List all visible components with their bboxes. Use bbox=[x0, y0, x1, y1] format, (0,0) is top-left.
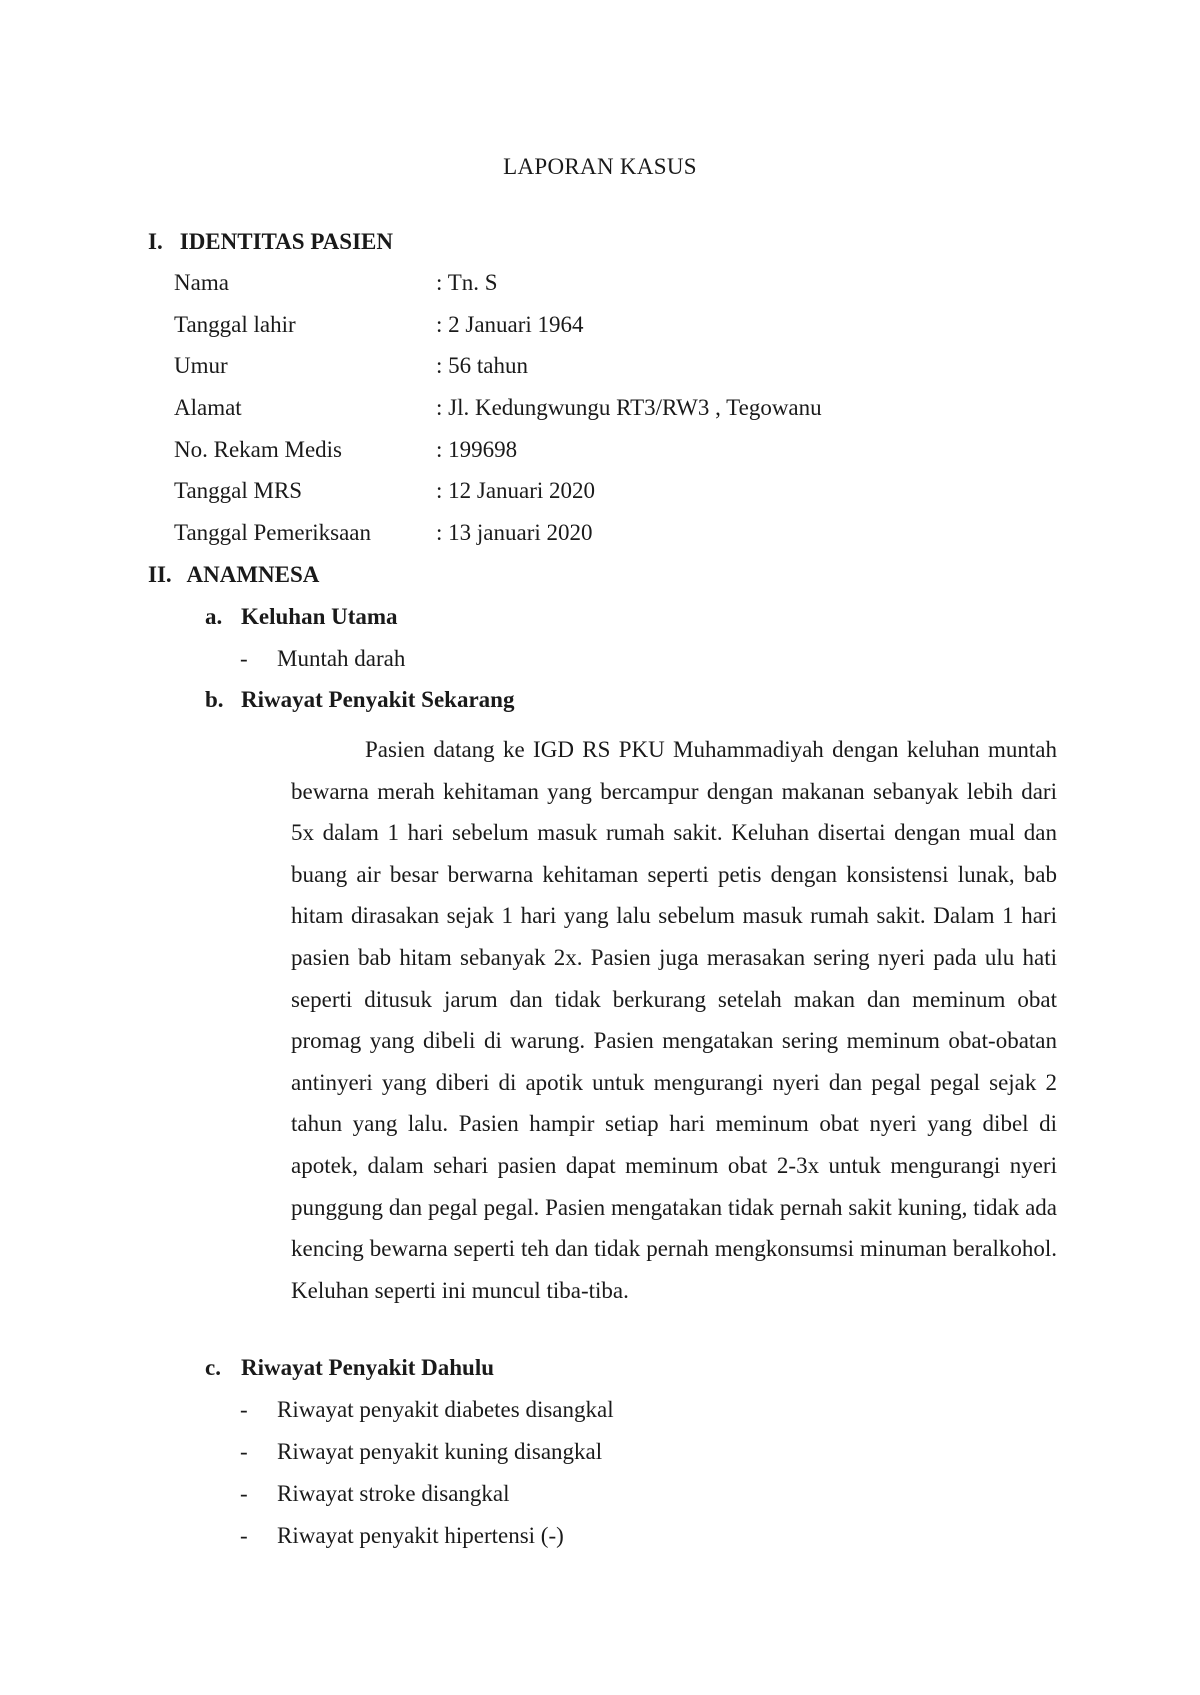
identity-value: : 2 Januari 1964 bbox=[436, 312, 584, 337]
identity-label: No. Rekam Medis bbox=[174, 437, 343, 462]
subsection-letter: a. bbox=[205, 604, 223, 629]
list-item: - Riwayat penyakit kuning disangkal bbox=[240, 1439, 603, 1464]
identity-value: : 199698 bbox=[436, 437, 518, 462]
section-identitas-heading bbox=[148, 229, 393, 255]
identity-label: Alamat bbox=[174, 395, 242, 420]
identity-value: : 13 januari 2020 bbox=[436, 520, 593, 545]
section-number: II. bbox=[148, 562, 172, 587]
section-number: I. bbox=[148, 229, 163, 254]
list-item-text: Riwayat penyakit diabetes disangkal bbox=[277, 1397, 614, 1422]
list-item-text: Riwayat penyakit kuning disangkal bbox=[277, 1439, 603, 1464]
section-anamnesa-heading bbox=[148, 562, 319, 588]
section-title: ANAMNESA bbox=[186, 562, 320, 587]
list-item-text: Riwayat stroke disangkal bbox=[277, 1481, 510, 1506]
subsection-title: Riwayat Penyakit Sekarang bbox=[241, 687, 515, 712]
identity-label: Tanggal Pemeriksaan bbox=[174, 520, 372, 545]
riwayat-sekarang-paragraph: Pasien datang ke IGD RS PKU Muhammadiyah dengan keluhan muntah bewarna merah kehitaman yang bercampur dengan makanan sebanyak lebih dari 5x dalam 1 hari sebelum masuk rumah sakit. Keluhan disertai dengan mual dan buang air besar berwarna kehitaman seperti petis dengan konsistensi lunak, bab hitam dirasakan sejak 1 hari yang lalu sebelum masuk rumah sakit. Dalam 1 hari pasien bab hitam sebanyak 2x. Pasien juga merasakan sering nyeri pada ulu hati seperti ditusuk jarum dan tidak berkurang setelah makan dan meminum obat promag yang dibeli di warung. Pasien mengatakan sering meminum obat-obatan antinyeri yang diberi di apotik untuk mengurangi nyeri dan pegal pegal sejak 2 tahun yang lalu. Pasien hampir setiap hari meminum obat nyeri yang dibel di apotek, dalam sehari pasien dapat meminum obat 2-3x untuk mengurangi nyeri punggung dan pegal pegal. Pasien mengatakan tidak pernah sakit kuning, tidak ada kencing bewarna seperti teh dan tidak pernah mengkonsumsi minuman beralkohol. Keluhan seperti ini muncul tiba-tiba. bbox=[291, 737, 1057, 1303]
list-item: - Riwayat penyakit diabetes disangkal bbox=[240, 1397, 614, 1422]
list-item: - Riwayat penyakit hipertensi (-) bbox=[240, 1523, 564, 1548]
subsection-keluhan-utama bbox=[205, 604, 398, 630]
document-title: LAPORAN KASUS bbox=[503, 154, 697, 179]
identity-value: : Jl. Kedungwungu RT3/RW3 , Tegowanu bbox=[436, 395, 822, 420]
list-item-text: Muntah darah bbox=[277, 646, 406, 671]
list-item: - Muntah darah bbox=[240, 646, 406, 671]
subsection-riwayat-dahulu bbox=[205, 1355, 494, 1381]
list-item: - Riwayat stroke disangkal bbox=[240, 1481, 510, 1506]
identity-value: : Tn. S bbox=[436, 270, 498, 295]
identity-value: : 56 tahun bbox=[436, 353, 528, 378]
identity-label: Tanggal MRS bbox=[174, 478, 303, 503]
identity-label: Nama bbox=[174, 270, 229, 295]
subsection-letter: b. bbox=[205, 687, 224, 712]
subsection-title: Riwayat Penyakit Dahulu bbox=[241, 1355, 495, 1380]
subsection-title: Keluhan Utama bbox=[241, 604, 398, 629]
identity-value: : 12 Januari 2020 bbox=[436, 478, 596, 503]
section-title: IDENTITAS PASIEN bbox=[179, 229, 393, 254]
identity-label: Umur bbox=[174, 353, 228, 378]
list-item-text: Riwayat penyakit hipertensi (-) bbox=[277, 1523, 564, 1548]
identity-label: Tanggal lahir bbox=[174, 312, 296, 337]
subsection-riwayat-sekarang bbox=[205, 687, 514, 713]
subsection-letter: c. bbox=[205, 1355, 221, 1380]
